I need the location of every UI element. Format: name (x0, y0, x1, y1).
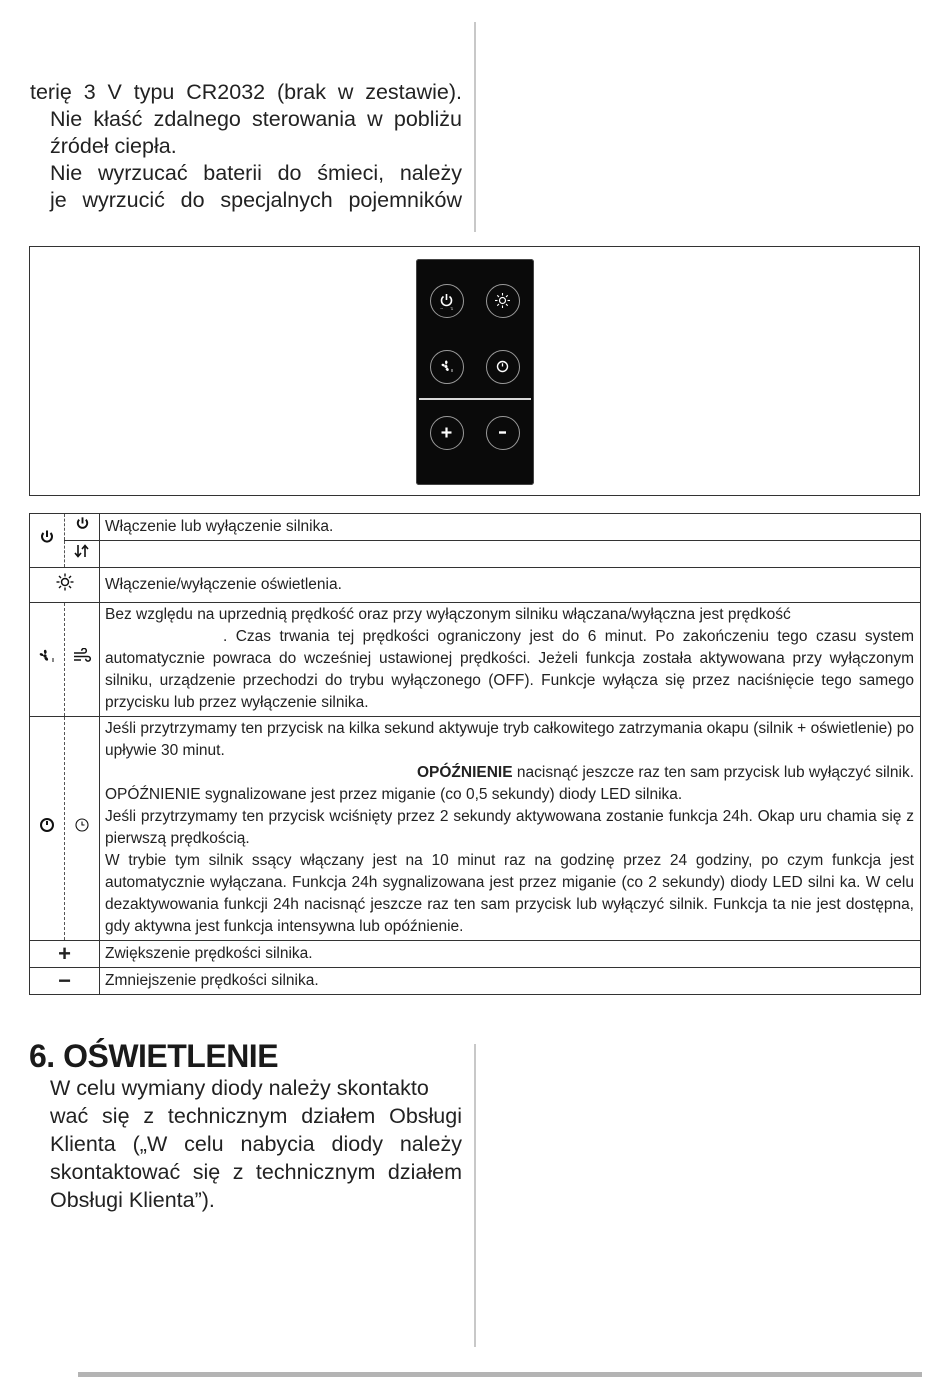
section-line-4: skontaktować się z technicznym działem (50, 1160, 462, 1184)
intro-line-1: terię 3 V typu CR2032 (brak w zestawie). (30, 80, 462, 104)
table-row (30, 603, 921, 717)
timer-icon (487, 351, 518, 382)
icon-cell (30, 514, 65, 568)
intro-text (30, 79, 462, 214)
column-divider-top (474, 22, 476, 232)
intensive-text: . Czas trwania tej prędkości ograniczony jest do 6 minut. Po zakończeniu tego czasu system automatycznie powraca do wcześniej ustawionej prędkości. Jeżeli funkcja została aktywowana przy wyłączonym silniku, urządzenie przechodzi do trybu wyłączonego (OFF). Funkcje wyłącza się przez naciśnięcie tego samego przycisku lub przez wyłączenie silnika. (105, 628, 914, 711)
section-line-1: W celu wymiany diody należy skontakto (50, 1076, 429, 1100)
svg-text:⇅: ⇅ (450, 306, 454, 311)
section-line-3: Klienta („W celu nabycia diody należy (50, 1132, 462, 1156)
function-description (100, 603, 921, 717)
section-line-5: Obsługi Klienta”). (50, 1188, 215, 1212)
timer-text-1: Jeśli przytrzymamy ten przycisk na kilka sekund aktywuje tryb całkowitego zatrzymania okapu (silnik + oświetlenie) po upływie 30 minut. (105, 720, 914, 759)
section-line-2: wać się z technicznym działem Obsługi (50, 1104, 462, 1128)
fan-intensive-icon (37, 647, 57, 665)
remote-timer-button[interactable] (486, 350, 520, 384)
icon-cell (30, 717, 65, 941)
icon-cell (65, 541, 100, 568)
icon-cell (30, 968, 100, 995)
footer-bar (78, 1372, 922, 1377)
column-divider-bottom (474, 1044, 476, 1347)
power-icon (431, 285, 462, 316)
function-description: Włączenie lub wyłączenie silnika. (100, 514, 921, 541)
wind-icon (72, 648, 92, 664)
intro-line-4: Nie wyrzucać baterii do śmieci, należy (50, 161, 462, 185)
icon-cell (65, 514, 100, 541)
timer-text-3: OPÓŹNIENIE sygnalizowane jest przez miganie (co 0,5 sekundy) diody LED silnika. (105, 786, 683, 803)
fan-intensive-icon (431, 351, 462, 382)
remote-control (416, 259, 534, 485)
function-description: Zwiększenie prędkości silnika. (100, 941, 921, 968)
remote-intensive-button[interactable] (430, 350, 464, 384)
timer-text-2 (105, 762, 914, 784)
remote-light-button[interactable] (486, 284, 520, 318)
light-icon (487, 285, 518, 316)
plus-icon: + (58, 941, 71, 966)
timer-icon (38, 816, 56, 834)
intro-line-2: Nie kłaść zdalnego sterowania w pobliżu (50, 107, 462, 131)
table-row (30, 717, 921, 941)
icon-cell (65, 603, 100, 717)
intro-line-5: je wyrzucić do specjalnych pojemników (50, 188, 462, 212)
intro-line-3: źródeł ciepła. (50, 134, 177, 158)
key-function-table (29, 513, 921, 995)
clock-icon (73, 816, 91, 834)
remote-minus-button[interactable] (486, 416, 520, 450)
remote-plus-button[interactable] (430, 416, 464, 450)
table-row (30, 541, 921, 568)
light-icon (55, 572, 75, 592)
svg-text:~: ~ (440, 306, 444, 311)
table-row (30, 968, 921, 995)
updown-arrows-icon (73, 543, 91, 559)
section-text (50, 1074, 462, 1214)
function-description: Zmniejszenie prędkości silnika. (100, 968, 921, 995)
icon-cell (65, 717, 100, 941)
table-row (30, 514, 921, 541)
power-icon (38, 528, 56, 546)
function-description (100, 541, 921, 568)
icon-cell (30, 568, 100, 603)
table-row (30, 941, 921, 968)
minus-icon (487, 417, 518, 448)
timer-text-4: Jeśli przytrzymamy ten przycisk wciśnięty przez 2 sekundy aktywowana zostanie funkcja 24h. Okap uru chamia się z pierwszą prędkością. (105, 808, 914, 847)
timer-text-2-rest: nacisnąć jeszcze raz ten sam przycisk lub wyłączyć silnik. (512, 764, 914, 781)
delay-bold-label: OPÓŹNIENIE (416, 764, 513, 781)
function-description (100, 717, 921, 941)
plus-icon (431, 417, 462, 448)
minus-icon: − (58, 968, 71, 993)
function-description: Włączenie/wyłączenie oświetlenia. (100, 568, 921, 603)
intensive-text-lead: Bez względu na uprzednią prędkość oraz przy wyłączonym silniku włączana/wyłączna jest prędkość (105, 606, 791, 623)
remote-divider-light (419, 398, 531, 400)
section-title: 6. OŚWIETLENIE (29, 1038, 279, 1074)
icon-cell (30, 603, 65, 717)
remote-power-button[interactable] (430, 284, 464, 318)
power-icon (74, 515, 91, 532)
icon-cell (30, 941, 100, 968)
table-row (30, 568, 921, 603)
timer-text-5: W trybie tym silnik ssący włączany jest na 10 minut raz na godzinę przez 24 godziny, po czym funkcja jest automatycznie wyłączana. Funkcja 24h sygnalizowana jest przez miganie (co 2 sekundy) diody LED silni ka. W celu dezaktywowania funkcji 24h nacisnąć jeszcze raz ten sam przycisk lub wyłączyć silnik. Funkcja ta nie jest dostępna, gdy aktywna jest funkcja intensywna lub opóźnienie. (105, 852, 914, 935)
